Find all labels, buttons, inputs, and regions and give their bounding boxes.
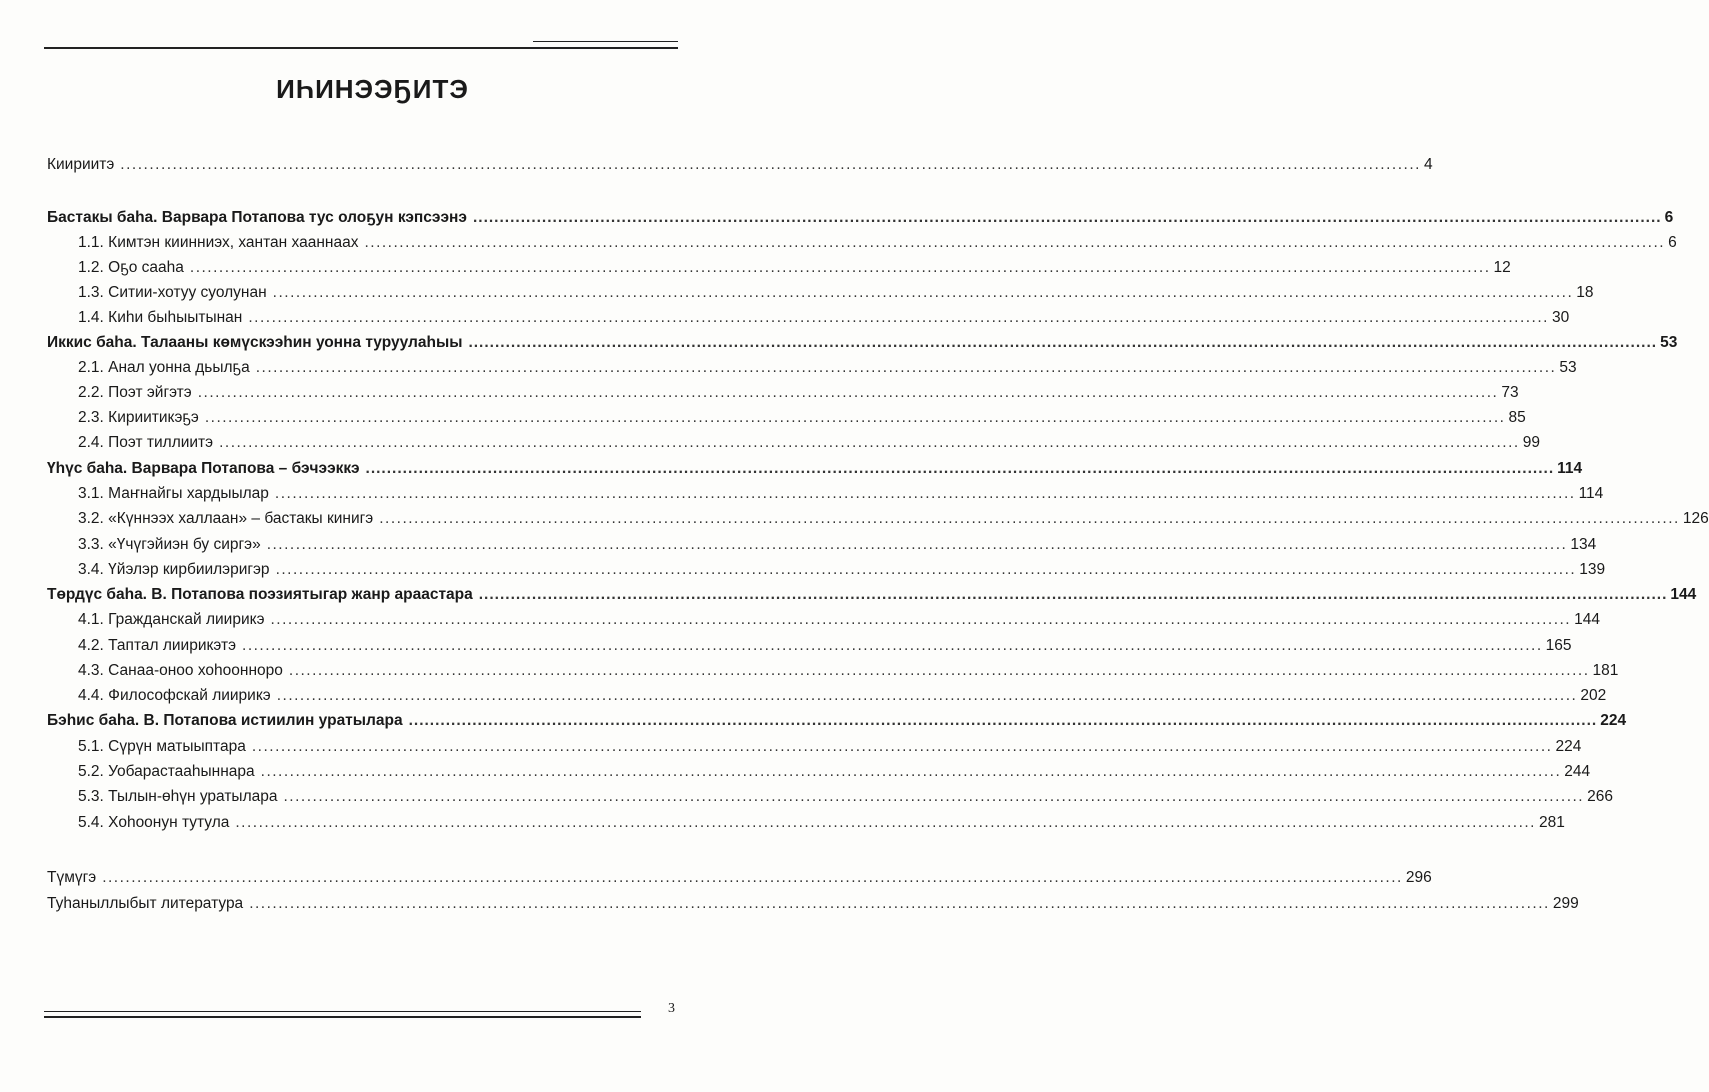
toc-entry-page: 144 <box>1670 586 1697 603</box>
toc-entry-label: Үһүс баһа. Варвара Потапова – бэчээккэ <box>47 460 360 477</box>
toc-entry-page: 4 <box>1423 156 1433 173</box>
toc-entry-page: 134 <box>1570 536 1597 553</box>
toc-entry <box>78 610 1600 630</box>
toc-entry-label: 5.4. Хоһоонун тутула <box>78 814 230 831</box>
toc-entry <box>78 358 1577 378</box>
toc-entry-label: 5.2. Уобарастааһыннара <box>78 763 255 780</box>
toc-entry <box>78 787 1613 807</box>
toc-entry <box>78 283 1594 303</box>
toc-leader-dots: ................................................................................................................................................................................................................................ <box>270 611 1572 628</box>
toc-entry-label: Киириитэ <box>47 156 115 173</box>
toc-entry-page: 85 <box>1508 409 1526 426</box>
toc-entry-page: 296 <box>1405 869 1432 886</box>
toc-entry-label: Туһаныллыбыт литература <box>47 895 244 912</box>
toc-entry <box>47 208 1674 228</box>
toc-entry-label: Бастакы баһа. Варвара Потапова тус олоҕун кэпсээнэ <box>47 209 467 226</box>
toc-entry <box>78 258 1511 278</box>
toc-leader-dots: ................................................................................................................................................................................................................................ <box>364 234 1666 251</box>
toc-entry-page: 202 <box>1580 687 1607 704</box>
toc-leader-dots: ................................................................................................................................................................................................................................ <box>204 409 1506 426</box>
toc-entry <box>78 433 1540 453</box>
toc-leader-dots: ................................................................................................................................................................................................................................ <box>275 561 1577 578</box>
toc-entry-page: 181 <box>1592 662 1619 679</box>
toc-entry-page: 165 <box>1545 637 1572 654</box>
toc-entry-page: 6 <box>1664 209 1674 226</box>
toc-leader-dots: ................................................................................................................................................................................................................................ <box>468 334 1658 351</box>
toc-entry <box>78 636 1572 656</box>
toc-entry <box>78 308 1570 328</box>
toc-entry-page: 18 <box>1576 284 1594 301</box>
toc-entry-page: 73 <box>1501 384 1519 401</box>
toc-entry-page: 139 <box>1579 561 1606 578</box>
toc-entry-page: 6 <box>1668 234 1677 251</box>
toc-entry <box>47 585 1697 605</box>
toc-entry <box>78 560 1606 580</box>
toc-entry <box>47 868 1432 888</box>
toc-entry-page: 114 <box>1578 485 1604 502</box>
toc-entry-page: 224 <box>1600 712 1627 729</box>
toc-entry-page: 266 <box>1587 788 1613 805</box>
toc-leader-dots: ................................................................................................................................................................................................................................ <box>288 662 1590 679</box>
toc-entry-label: 1.1. Кимтэн киинниэх, хантан хааннаах <box>78 234 359 251</box>
toc-leader-dots: ................................................................................................................................................................................................................................ <box>235 814 1536 831</box>
toc-entry-label: Бэһис баһа. В. Потапова истиилин уратылара <box>47 712 403 729</box>
toc-entry-label: 4.4. Философскай лиирикэ <box>78 687 271 704</box>
toc-leader-dots: ................................................................................................................................................................................................................................ <box>248 309 1549 326</box>
toc-entry-page: 53 <box>1559 359 1577 376</box>
toc-leader-dots: ................................................................................................................................................................................................................................ <box>272 284 1574 301</box>
toc-entry-label: 4.3. Санаа-оноо хоһоонноро <box>78 662 283 679</box>
toc-leader-dots: ................................................................................................................................................................................................................................ <box>283 788 1585 805</box>
toc-leader-dots: ................................................................................................................................................................................................................................ <box>266 536 1568 553</box>
toc-leader-dots: ................................................................................................................................................................................................................................ <box>242 637 1543 654</box>
toc-entry-page: 224 <box>1555 738 1582 755</box>
toc-entry <box>78 813 1565 833</box>
toc-entry-page: 281 <box>1539 814 1565 831</box>
toc-entry <box>47 155 1433 175</box>
toc-leader-dots: ................................................................................................................................................................................................................................ <box>408 712 1598 729</box>
toc-entry-label: 3.1. Маҥнайгы хардыылар <box>78 485 269 502</box>
toc-entry <box>78 686 1607 706</box>
toc-entry-label: 2.1. Анал уонна дьылҕа <box>78 359 250 376</box>
toc-entry <box>78 661 1619 681</box>
toc-entry-label: 2.4. Поэт тиллиитэ <box>78 434 214 451</box>
toc-entry-label: 1.4. Киһи быһыытынан <box>78 309 243 326</box>
page-number: 3 <box>668 1001 675 1016</box>
toc-entry-label: 3.4. Үйэлэр кирбиилэригэр <box>78 561 270 578</box>
toc-leader-dots: ................................................................................................................................................................................................................................ <box>251 738 1553 755</box>
toc-entry-page: 144 <box>1574 611 1600 628</box>
toc-entry-page: 30 <box>1551 309 1570 326</box>
toc-entry <box>78 408 1526 428</box>
toc-leader-dots: ................................................................................................................................................................................................................................ <box>274 485 1576 502</box>
toc-leader-dots: ................................................................................................................................................................................................................................ <box>219 434 1520 451</box>
toc-entry-page: 114 <box>1557 460 1583 477</box>
toc-entry-label: Төрдүс баһа. В. Потапова поэзиятыгар жанр араастара <box>47 586 473 603</box>
toc-entry <box>78 509 1709 529</box>
toc-leader-dots: ................................................................................................................................................................................................................................ <box>260 763 1562 780</box>
toc-entry-label: 1.3. Ситии-хотуу суолунан <box>78 284 267 301</box>
header-rule <box>44 47 678 49</box>
toc-entry <box>78 383 1519 403</box>
footer-rule-thick <box>44 1016 641 1018</box>
toc-entry <box>47 894 1579 914</box>
toc-entry-page: 126 <box>1682 510 1709 527</box>
toc-entry-label: 4.1. Гражданскай лиирикэ <box>78 611 265 628</box>
toc-entry <box>78 484 1604 504</box>
toc-entry <box>47 711 1627 731</box>
toc-leader-dots: ................................................................................................................................................................................................................................ <box>249 895 1550 912</box>
toc-entry <box>78 535 1597 555</box>
toc-entry-label: Иккис баһа. Талааны көмүскээһин уонна туруулаһыы <box>47 334 463 351</box>
toc-leader-dots: ................................................................................................................................................................................................................................ <box>197 384 1499 401</box>
toc-entry <box>78 762 1591 782</box>
toc-leader-dots: ................................................................................................................................................................................................................................ <box>255 359 1557 376</box>
toc-leader-dots: ................................................................................................................................................................................................................................ <box>276 687 1578 704</box>
toc-leader-dots: ................................................................................................................................................................................................................................ <box>189 259 1491 276</box>
toc-leader-dots: ................................................................................................................................................................................................................................ <box>379 510 1680 527</box>
toc-entry-label: Түмүгэ <box>47 869 97 886</box>
toc-leader-dots: ................................................................................................................................................................................................................................ <box>472 209 1662 226</box>
page-title: ИҺИНЭЭҔИТЭ <box>276 74 469 104</box>
toc-leader-dots: ................................................................................................................................................................................................................................ <box>478 586 1668 603</box>
toc-entry-label: 2.3. Кириитикэҕэ <box>78 409 199 426</box>
toc-entry-page: 12 <box>1493 259 1511 276</box>
footer-rule-thin <box>44 1011 641 1012</box>
toc-entry <box>78 233 1677 253</box>
header-rule-short <box>533 41 678 42</box>
toc-entry-label: 1.2. Оҕо сааһа <box>78 259 184 276</box>
toc-entry-label: 4.2. Таптал лиирикэтэ <box>78 637 237 654</box>
toc-entry-label: 3.2. «Күннээх халлаан» – бастакы кинигэ <box>78 510 374 527</box>
toc-entry-label: 2.2. Поэт эйгэтэ <box>78 384 192 401</box>
toc-leader-dots: ................................................................................................................................................................................................................................ <box>365 460 1555 477</box>
toc-entry <box>47 333 1678 353</box>
toc-entry-page: 99 <box>1522 434 1540 451</box>
toc-entry-page: 53 <box>1660 334 1678 351</box>
toc-leader-dots: ................................................................................................................................................................................................................................ <box>102 869 1403 886</box>
toc-entry <box>47 459 1583 479</box>
toc-entry-label: 3.3. «Үчүгэйиэн бу сиргэ» <box>78 536 261 553</box>
toc-entry <box>78 737 1582 757</box>
toc-entry-label: 5.3. Тылын-өһүн уратылара <box>78 788 278 805</box>
toc-entry-page: 299 <box>1552 895 1579 912</box>
toc-entry-label: 5.1. Сүрүн матыыптара <box>78 738 246 755</box>
toc-entry-page: 244 <box>1564 763 1591 780</box>
toc-leader-dots: ................................................................................................................................................................................................................................ <box>120 156 1421 173</box>
